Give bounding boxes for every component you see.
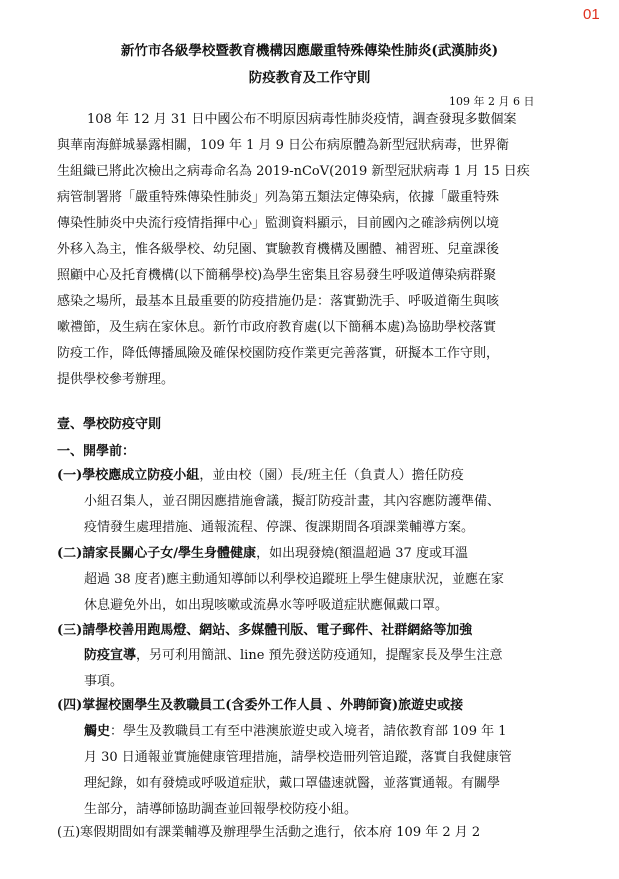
list-item: (五)寒假期間如有課業輔導及辦理學生活動之進行，依本府 109 年 2 月 2	[57, 825, 481, 840]
intro-line: 感染之場所，最基本且最重要的防疫措施仍是：落實勤洗手、呼吸道衛生與咳	[57, 294, 500, 309]
document-title: 新竹市各級學校暨教育機構因應嚴重特殊傳染性肺炎(武漢肺炎)	[120, 43, 499, 59]
document-date: 109 年 2 月 6 日	[449, 95, 535, 108]
item-text: 月 30 日通報並實施健康管理措施，請學校造冊列管追蹤，落實自我健康管	[84, 750, 512, 765]
intro-line: 傳染性肺炎中央流行疫情指揮中心」監測資料顯示，目前國內之確診病例以境	[57, 216, 500, 231]
section-heading: 壹、學校防疫守則	[57, 417, 162, 432]
item-text: 生部分，請導師協助調查並回報學校防疫小組。	[84, 802, 358, 817]
item-text: 休息避免外出，如出現咳嗽或流鼻水等呼吸道症狀應佩戴口罩。	[84, 598, 449, 613]
item-heading: 防疫宣導	[84, 648, 137, 663]
intro-line: 外移入為主，惟各級學校、幼兒園、實驗教育機構及團體、補習班、兒童課後	[57, 242, 500, 257]
item-text: ，並由校（園）長/班主任（負責人）擔任防疫	[199, 468, 464, 483]
intro-line: 病管制署將「嚴重特殊傳染性肺炎」列為第五類法定傳染病，依據「嚴重特殊	[57, 190, 500, 205]
item-heading: (二)請家長關心子女/學生身體健康	[57, 546, 257, 561]
item-text: ，如出現發燒(額溫超過 37 度或耳溫	[256, 546, 468, 561]
intro-line: 提供學校參考辦理。	[57, 372, 175, 387]
item-heading: 觸史	[84, 724, 111, 739]
intro-line: 與華南海鮮城暴露相關，109 年 1 月 9 日公布病原體為新型冠狀病毒，世界衛	[57, 138, 510, 153]
item-text: 理紀錄，如有發燒或呼吸道症狀，戴口罩儘速就醫，並落實通報。有關學	[84, 776, 501, 791]
document-subtitle: 防疫教育及工作守則	[248, 70, 371, 86]
item-heading: (四)掌握校園學生及教職員工(含委外工作人員 、外聘師資)旅遊史或接	[57, 698, 464, 713]
page-number: 01	[583, 6, 600, 23]
item-text: 小組召集人，並召開因應措施會議，擬訂防疫計畫，其內容應防護準備、	[84, 494, 501, 509]
intro-line: 照顧中心及托育機構(以下簡稱學校)為學生密集且容易發生呼吸道傳染病群聚	[57, 268, 497, 283]
intro-line: 108 年 12 月 31 日中國公布不明原因病毒性肺炎疫情，調查發現多數個案	[87, 112, 517, 127]
item-text: 事項。	[84, 674, 124, 689]
subsection-heading: 一、開學前：	[57, 444, 136, 459]
item-text: 疫情發生處理措施、通報流程、停課、復課期間各項課業輔導方案。	[84, 520, 475, 535]
item-heading: (三)請學校善用跑馬燈、網站、多媒體刊版、電子郵件、社群網絡等加強	[57, 623, 473, 638]
intro-line: 嗽禮節，及生病在家休息。新竹市政府教育處(以下簡稱本處)為協助學校落實	[57, 320, 497, 335]
item-text: ，另可利用簡訊、line 預先發送防疫通知，提醒家長及學生注意	[136, 648, 503, 663]
item-text: ：學生及教職員工有至中港澳旅遊史或入境者，請依教育部 109 年 1	[110, 724, 507, 739]
intro-line: 防疫工作，降低傳播風險及確保校園防疫作業更完善落實，研擬本工作守則，	[57, 346, 500, 361]
intro-line: 生組織已將此次檢出之病毒命名為 2019-nCoV(2019 新型冠狀病毒 1 月 15 日疾	[57, 164, 530, 179]
item-text: 超過 38 度者)應主動通知導師以利學校追蹤班上學生健康狀況，並應在家	[84, 572, 504, 587]
item-heading: (一)學校應成立防疫小組	[57, 468, 200, 483]
